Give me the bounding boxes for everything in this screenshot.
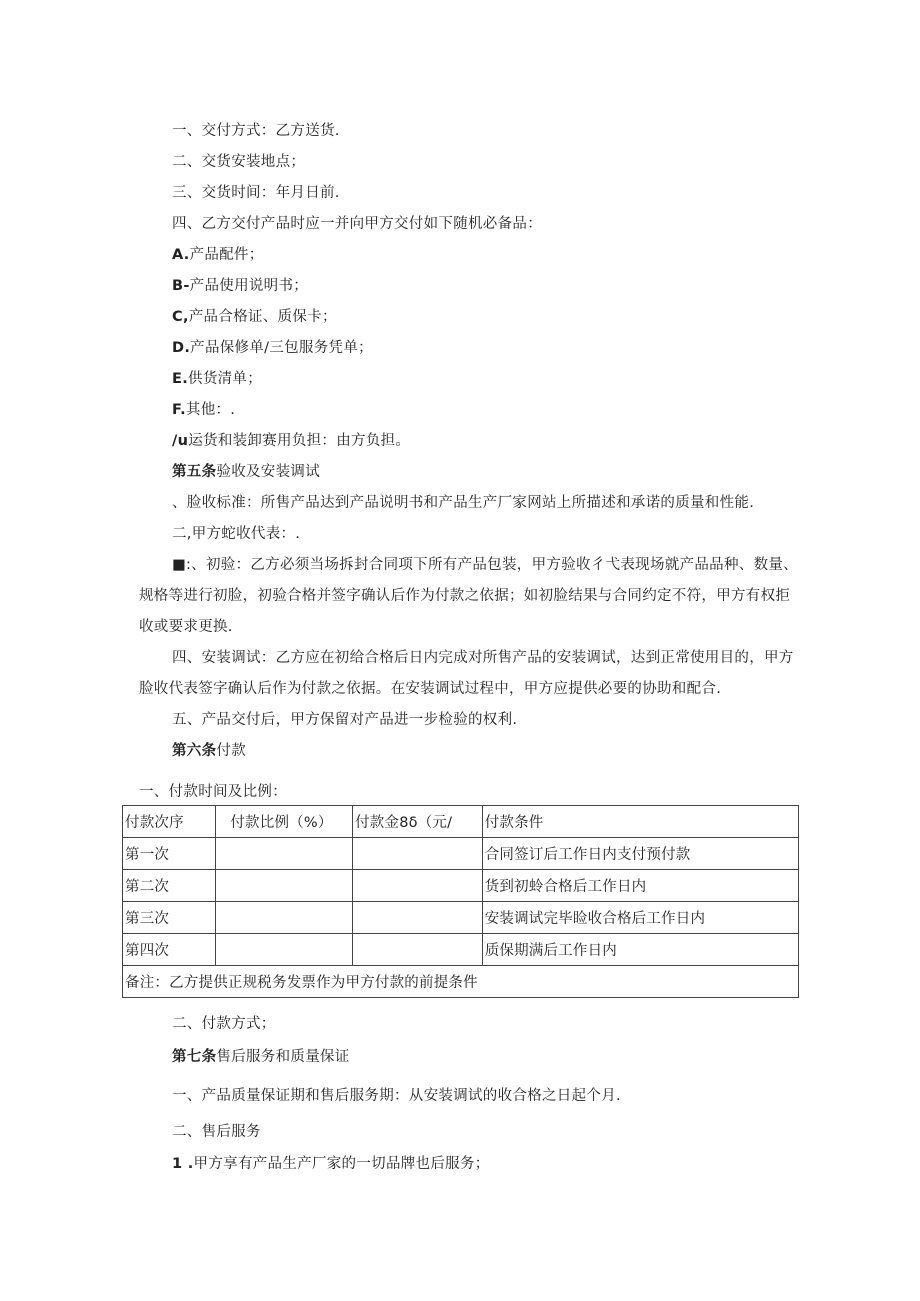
- ratio-cell: [216, 934, 353, 966]
- item-marker: F.: [172, 402, 186, 418]
- header-cell: 付款金8δ（元/: [353, 806, 483, 838]
- table-row: [123, 838, 799, 870]
- article5-p3-line1: ■:、初验：乙方必须当场拆封合同项下所有产品包装，甲方验收彳弋表现场就产品品种、数量、: [172, 557, 798, 573]
- article5-heading: [172, 462, 320, 482]
- item-marker: 1 .: [172, 1156, 194, 1172]
- order-cell: 第一次: [123, 838, 216, 870]
- payment-table: [122, 805, 799, 998]
- article7-p1: 一、产品质量保证期和售后服务期：从安装调试的收合格之日起个月.: [172, 1088, 621, 1104]
- article5-p1: 、脸收标准：所售产品达到产品说明书和产品生产厂家网站上所描述和承诺的质量和性能.: [172, 495, 755, 511]
- condition-cell: 货到初蛉合格后工作日内: [482, 870, 798, 902]
- article-number: 第五条: [172, 464, 217, 480]
- item-marker: D.: [172, 340, 191, 356]
- accessory-item: [172, 369, 262, 389]
- item-text: 产品合格证、质保卡；: [188, 309, 337, 325]
- condition-cell: 合同签订后工作日内支付预付款: [482, 838, 798, 870]
- accessory-item: [172, 400, 235, 420]
- condition-cell: 质保期满后工作日内: [482, 934, 798, 966]
- item-text: 甲方享有产品生产厂家的一切品牌也后服务；: [193, 1156, 490, 1172]
- accessory-item: [172, 245, 264, 265]
- article5-p3-line3: 收或要求更换.: [139, 619, 233, 635]
- article-title: 付款: [216, 743, 247, 759]
- table-row: [123, 870, 799, 902]
- item-marker: /u: [172, 433, 189, 449]
- article7-p2: 二、售后服务: [172, 1124, 261, 1140]
- item-marker: B-: [172, 278, 190, 294]
- header-cell: 付款次序: [123, 806, 216, 838]
- ratio-cell: [216, 870, 353, 902]
- ratio-cell: [216, 902, 353, 934]
- order-cell: 第三次: [123, 902, 216, 934]
- article5-p3-line2: 规格等进行初脸，初验合格并签字确认后作为付款之依据；如初脸结果与合同约定不符，甲方有权拒: [139, 588, 791, 604]
- article-title: 售后服务和质量保证: [216, 1049, 350, 1065]
- header-cell: 付款条件: [482, 806, 798, 838]
- order-cell: 第二次: [123, 870, 216, 902]
- payment-schedule-heading: 一、付款时间及比例：: [139, 784, 287, 800]
- article5-p4-line1: 四、安装调试：乙方应在初给合格后日内完成对所售产品的安装调试，达到正常使用目的，甲方: [172, 650, 794, 666]
- article-number: 第七条: [172, 1049, 217, 1065]
- amount-cell: [353, 838, 483, 870]
- delivery-time: 三、交货时间：年月日前.: [172, 185, 340, 201]
- article-title: 验收及安装调试: [216, 464, 321, 480]
- item-text: 产品使用说明书；: [189, 278, 309, 294]
- accessory-item: [172, 307, 337, 327]
- item-text: 供货清单；: [188, 371, 263, 387]
- article-number: 第六条: [172, 743, 217, 759]
- accessories-intro: 四、乙方交付产品时应一并向甲方交付如下随机必备品：: [172, 216, 542, 232]
- delivery-location: 二、交货安装地点；: [172, 154, 306, 170]
- article5-p4-line2: 脸收代表签字确认后作为付款之依据。在安装调试过程中，甲方应提供必要的协助和配合.: [139, 681, 722, 697]
- payment-method: 二、付款方式；: [172, 1016, 276, 1032]
- item-text: 产品配件；: [189, 247, 264, 263]
- item-text: 运货和装卸赛用负担：由方负担。: [188, 433, 411, 449]
- table-note-row: [123, 966, 799, 998]
- amount-cell: [353, 870, 483, 902]
- article7-heading: [172, 1047, 350, 1067]
- item-marker: A.: [172, 247, 190, 263]
- delivery-method: 一、交付方式：乙方送货.: [172, 123, 340, 139]
- amount-cell: [353, 902, 483, 934]
- header-cell: 付款比例（%）: [216, 806, 353, 838]
- amount-cell: [353, 934, 483, 966]
- ratio-cell: [216, 838, 353, 870]
- article5-p2: 二,甲方蛇收代表：.: [172, 526, 301, 542]
- table-row: [123, 902, 799, 934]
- item-marker: E.: [172, 371, 189, 387]
- condition-cell: 安装调试完毕睑收合格后工作日内: [482, 902, 798, 934]
- freight-clause: [172, 431, 410, 451]
- table-row: [123, 934, 799, 966]
- table-note: 备注：乙方提供正规税务发票作为甲方付款的前提条件: [123, 966, 799, 998]
- item-marker: C,: [172, 309, 189, 325]
- order-cell: 第四次: [123, 934, 216, 966]
- item-text: 其他：.: [185, 402, 236, 418]
- table-header-row: [123, 806, 799, 838]
- article7-item1: [172, 1154, 490, 1174]
- article5-p5: 五、产品交付后，甲方保留对产品进一步检验的权利.: [172, 712, 518, 728]
- article6-heading: [172, 741, 246, 761]
- accessory-item: [172, 276, 308, 296]
- accessory-item: [172, 338, 373, 358]
- item-text: 产品保修单/三包服务凭单；: [190, 340, 373, 356]
